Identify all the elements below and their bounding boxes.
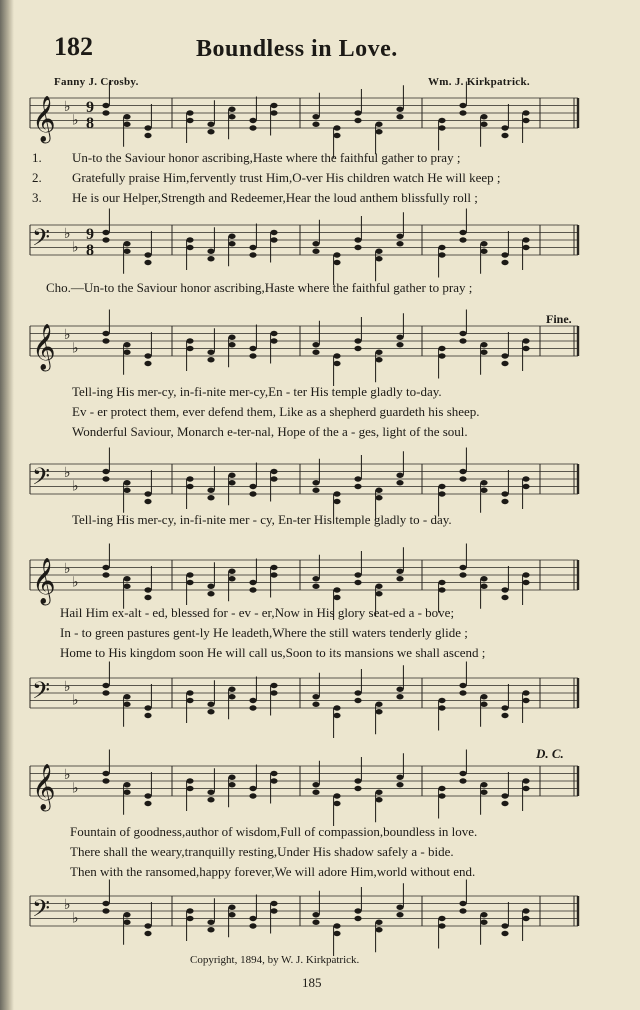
note-head [333,713,340,718]
flat-icon: ♭ [72,478,79,495]
note-head [501,923,508,928]
note-head [333,491,340,496]
note-head [354,690,361,695]
note-head [501,499,508,504]
flat-icon: ♭ [64,226,71,242]
note-head [270,230,277,235]
note-head [123,694,130,699]
note-head [249,698,256,703]
page-binding-edge [0,0,14,1010]
dc-marker: D. C. [536,746,564,761]
time-signature-top: 9 [86,99,94,116]
note-head [333,931,340,936]
note-head [312,694,319,699]
note-head [312,702,319,707]
music-system-4 [22,746,582,951]
note-head [228,234,235,239]
note-head [228,905,235,910]
note-head [249,491,256,496]
note-head [270,476,277,481]
note-head [207,920,214,925]
note-head [270,690,277,695]
note-head [249,923,256,928]
note-head [249,252,256,257]
verse-2-line-4: There shall the weary,tranquilly resting,Under His shadow safely a - bide. [70,844,454,859]
composer-credit: Wm. J. Kirkpatrick. [428,76,530,88]
note-head [102,230,109,235]
note-head [102,908,109,913]
verse-2-line-1: 2. Gratefully praise Him,fervently trust Him,O-ver His children watch He will keep ; [32,170,501,185]
note-head [438,245,445,250]
music-system-3 [22,548,582,738]
flat-icon: ♭ [64,327,71,343]
note-head [459,683,466,688]
verse-3-line-4: Then with the ransomed,happy forever,We will adore Him,world without end. [70,864,476,879]
chorus-line-1: Cho.—Un-to the Saviour honor ascribing,Haste where the faithful gather to pray ; [46,280,473,295]
note-head [333,252,340,257]
flat-icon: ♭ [64,679,71,695]
note-head [459,230,466,235]
note-head [144,705,151,710]
note-head [522,908,529,913]
note-head [522,698,529,703]
note-head [270,901,277,906]
author-credit: Fanny J. Crosby. [54,76,139,88]
treble-clef-icon: 𝄞 [32,96,56,142]
hymn-number: 182 [54,32,93,61]
flat-icon: ♭ [72,112,79,129]
note-head [501,252,508,257]
note-head [228,687,235,692]
verse-2-line-3: In - to green pastures gent-ly He leadeth,Where the still waters tenderly glide ; [60,625,468,640]
note-head [375,249,382,254]
note-head [501,931,508,936]
flat-icon: ♭ [64,561,71,577]
treble-clef-icon: 𝄞 [32,558,56,604]
note-head [312,241,319,246]
verse-1-line-4: Fountain of goodness,author of wisdom,Full of compassion,boundless in love. [70,824,478,839]
note-head [186,908,193,913]
note-head [396,694,403,699]
bass-staff-3 [22,548,582,738]
note-head [207,927,214,932]
note-head [480,702,487,707]
time-signature-bottom: 8 [86,242,94,259]
note-head [312,480,319,485]
bass-lyric-line-2: Tell-ing His mer-cy, in-fi-nite mer - cy, En-ter His temple gladly to - day. [72,512,452,527]
flat-icon: ♭ [72,780,79,797]
note-head [249,245,256,250]
note-head [228,480,235,485]
note-head [522,476,529,481]
note-head [186,916,193,921]
note-head [144,499,151,504]
note-head [501,705,508,710]
treble-clef-icon: 𝄞 [32,764,56,810]
note-head [249,484,256,489]
note-head [438,491,445,496]
note-head [144,923,151,928]
treble-clef-icon: 𝄞 [32,324,56,370]
note-head [186,484,193,489]
flat-icon: ♭ [72,910,79,927]
flat-icon: ♭ [64,767,71,783]
note-head [375,927,382,932]
bass-clef-icon: 𝄢 [32,223,51,257]
note-head [480,241,487,246]
note-head [144,713,151,718]
note-head [186,237,193,242]
note-head [480,912,487,917]
note-head [144,491,151,496]
note-head [333,923,340,928]
note-head [438,705,445,710]
hymn-title: Boundless in Love. [196,36,398,62]
fine-marker: Fine. [546,312,572,326]
verse-3-line-1: 3. He is our Helper,Strength and Redeemer,Hear the loud anthem blissfully roll ; [32,190,478,205]
note-head [333,260,340,265]
note-head [522,484,529,489]
note-head [270,908,277,913]
flat-icon: ♭ [64,99,71,115]
note-head [375,702,382,707]
note-head [102,683,109,688]
note-head [522,690,529,695]
note-head [459,237,466,242]
note-head [522,237,529,242]
note-head [375,920,382,925]
note-head [501,491,508,496]
note-head [333,499,340,504]
note-head [186,476,193,481]
bass-clef-icon: 𝄢 [32,894,51,928]
flat-icon: ♭ [64,897,71,913]
note-head [396,480,403,485]
flat-icon: ♭ [72,574,79,591]
note-head [354,908,361,913]
note-head [144,252,151,257]
note-head [207,702,214,707]
note-head [438,252,445,257]
note-head [354,916,361,921]
note-head [396,473,403,478]
note-head [123,488,130,493]
note-head [354,476,361,481]
time-signature-top: 9 [86,226,94,243]
note-head [186,690,193,695]
note-head [186,245,193,250]
bass-staff-2 [22,312,582,532]
note-head [228,241,235,246]
note-head [354,245,361,250]
note-head [459,476,466,481]
note-head [312,249,319,254]
note-head [102,690,109,695]
verse-3-line-2: Wonderful Saviour, Monarch e-ter-nal, Hope of the a - ges, light of the soul. [72,424,468,439]
note-head [438,484,445,489]
note-head [207,249,214,254]
note-head [396,234,403,239]
page-number: 185 [302,975,322,990]
note-head [123,912,130,917]
note-head [354,698,361,703]
note-head [480,694,487,699]
note-head [249,705,256,710]
note-head [522,916,529,921]
note-head [312,920,319,925]
note-head [354,484,361,489]
note-head [333,705,340,710]
flat-icon: ♭ [72,239,79,256]
note-head [312,488,319,493]
time-signature-bottom: 8 [86,115,94,132]
note-head [228,912,235,917]
verse-2-line-2: Ev - er protect them, ever defend them, Like as a shepherd guardeth his sheep. [72,404,480,419]
note-head [123,920,130,925]
note-head [102,237,109,242]
note-head [354,237,361,242]
flat-icon: ♭ [64,465,71,481]
note-head [396,912,403,917]
verse-1-line-3: Hail Him ex-alt - ed, blessed for - ev - er,Now in His glory seat-ed a - bove; [60,605,455,620]
note-head [228,473,235,478]
note-head [207,709,214,714]
note-head [480,249,487,254]
note-head [375,488,382,493]
note-head [459,690,466,695]
note-head [270,237,277,242]
note-head [207,488,214,493]
note-head [438,916,445,921]
music-system-1 [22,90,582,300]
note-head [270,469,277,474]
note-head [102,476,109,481]
note-head [123,241,130,246]
note-head [501,260,508,265]
note-head [270,683,277,688]
note-head [228,694,235,699]
note-head [375,709,382,714]
note-head [438,698,445,703]
note-head [501,713,508,718]
note-head [249,916,256,921]
note-head [522,245,529,250]
note-head [207,495,214,500]
note-head [459,469,466,474]
note-head [480,920,487,925]
note-head [459,901,466,906]
flat-icon: ♭ [72,340,79,357]
note-head [102,901,109,906]
note-head [480,488,487,493]
note-head [123,702,130,707]
note-head [480,480,487,485]
note-head [207,256,214,261]
note-head [375,256,382,261]
copyright-notice: Copyright, 1894, by W. J. Kirkpatrick. [190,954,360,966]
note-head [312,912,319,917]
note-head [459,908,466,913]
verse-3-line-3: Home to His kingdom soon He will call us,Soon to its mansions we shall ascend ; [60,645,486,660]
note-head [186,698,193,703]
verse-1-line-1: 1. Un-to the Saviour honor ascribing,Haste where the faithful gather to pray ; [32,150,461,165]
bass-clef-icon: 𝄢 [32,676,51,710]
note-head [396,687,403,692]
music-system-2 [22,312,582,532]
note-head [396,241,403,246]
verse-1-line-2: Tell-ing His mer-cy, in-fi-nite mer-cy,En - ter His temple gladly to-day. [72,384,442,399]
note-head [375,495,382,500]
note-head [102,469,109,474]
note-head [438,923,445,928]
note-head [144,931,151,936]
note-head [396,905,403,910]
bass-clef-icon: 𝄢 [32,462,51,496]
flat-icon: ♭ [72,692,79,709]
note-head [123,480,130,485]
note-head [144,260,151,265]
note-head [123,249,130,254]
